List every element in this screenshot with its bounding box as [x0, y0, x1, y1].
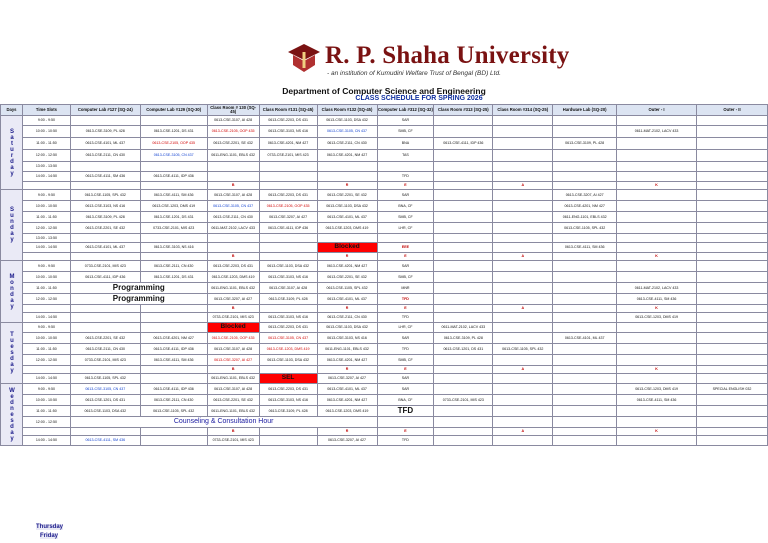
class-cell: 0613-CSE-2111, CN 430 — [140, 261, 207, 272]
time-slot: 12:00 - 12:50 — [22, 417, 70, 428]
time-slot: 10:00 - 10:50 — [22, 126, 70, 138]
table-row — [1, 126, 768, 138]
break-letter: E — [377, 428, 434, 436]
break-letter: B — [207, 428, 259, 436]
break-letter: R — [317, 182, 377, 190]
class-cell: 0613-CSE-3103, NS 416 — [259, 313, 317, 323]
class-cell: 0613-CSE-4101, ML 437 — [317, 212, 377, 223]
class-cell: 0613-CSE-2201, SE 432 — [207, 395, 259, 406]
break-letter: E — [377, 253, 434, 261]
class-cell: 0613-CSE-3107, AI 428 — [207, 116, 259, 126]
class-cell: 0613-CSE-2111, CN 430 — [140, 395, 207, 406]
eee-cell: EEE — [377, 243, 434, 253]
table-row — [1, 212, 768, 223]
break-letter: K — [617, 366, 697, 374]
time-slot: 10:00 - 10:50 — [22, 201, 70, 212]
class-cell: 0613-CSE-2111, CN 430 — [70, 344, 140, 355]
class-cell: BNA — [377, 138, 434, 150]
time-slot: 11:00 - 11:50 — [22, 344, 70, 355]
time-slot: 12:00 - 12:50 — [22, 150, 70, 162]
class-cell: 0613-CSE-3107, AI 428 — [259, 283, 317, 294]
time-slot: 10:00 - 10:50 — [22, 333, 70, 344]
class-cell: SAR — [377, 116, 434, 126]
class-cell: 0613-CSE-2201, SE 432 — [207, 138, 259, 150]
class-cell: LHR, CF — [377, 223, 434, 234]
class-cell: 0733-CSE-2101, MIS 423 — [140, 223, 207, 234]
class-cell: 0613-CSE-3207, AI 427 — [317, 436, 377, 446]
blocked-cell: Blocked — [317, 243, 377, 253]
col-room-132: Class Room #132 (SQ-45) — [317, 105, 377, 116]
table-row — [1, 436, 768, 446]
break-letter: A — [493, 428, 553, 436]
class-cell: 0613-CSE-1201, DS 431 — [434, 344, 493, 355]
class-cell: 0613-CSE-4201, NM 427 — [317, 355, 377, 366]
class-cell: 0611-ENG-1101, EBLS 432 — [207, 283, 259, 294]
class-cell: 0611-MAT-2102, LACV 433 — [207, 223, 259, 234]
class-cell: 0613-CSE-1201, DS 431 — [140, 212, 207, 223]
class-cell: SAR — [377, 384, 434, 395]
class-cell: 0613-CSE-4111, IDP 436 — [140, 384, 207, 395]
class-cell: SMB, CF — [377, 355, 434, 366]
time-slot: 9:00 - 9:50 — [22, 116, 70, 126]
table-row — [1, 355, 768, 366]
class-cell: 0613-CSE-4101, ML 437 — [70, 138, 140, 150]
sel-cell: SEL — [259, 374, 317, 384]
break-letter: R — [317, 428, 377, 436]
time-slot: 14:00 - 14:50 — [22, 436, 70, 446]
class-cell: 0733-CSE-2101, MIS 423 — [434, 395, 493, 406]
col-time: Time Slots — [22, 105, 70, 116]
col-room-313: Class Room #313 (SQ-25) — [434, 105, 493, 116]
class-cell: 0613-CSE-4111, IDP 436 — [140, 172, 207, 182]
col-outer-2: Outer - II — [697, 105, 768, 116]
table-row — [1, 294, 768, 305]
class-cell: 0611-MAT-2102, LACV 433 — [617, 126, 697, 138]
col-days: Days — [1, 105, 23, 116]
class-cell: 0613-CSE-4111, IDP 436 — [70, 272, 140, 283]
blocked-cell: Blocked — [207, 323, 259, 333]
class-cell: 0613-CSE-1201, DS 431 — [70, 395, 140, 406]
class-cell: 0613-CSE-4111, SM 436 — [70, 436, 140, 446]
time-slot: 9:00 - 9:50 — [22, 323, 70, 333]
class-cell: SMB, CF — [377, 126, 434, 138]
class-cell: 0613-CSE-2203, DS 431 — [259, 323, 317, 333]
table-row — [1, 116, 768, 126]
class-cell: 0613-CSE-1105, SPL 432 — [553, 223, 617, 234]
class-cell: 0613-CSE-2105, OOP 435 — [207, 333, 259, 344]
break-letter: K — [617, 428, 697, 436]
class-cell: SMB, CF — [377, 272, 434, 283]
break-letter: A — [493, 305, 553, 313]
department-name: Department of Computer Science and Engineering — [282, 86, 486, 96]
header-row — [1, 105, 768, 116]
class-cell: 0733-CSE-2101, MIS 423 — [70, 261, 140, 272]
class-cell: 0613-CSE-3207, AI 427 — [553, 190, 617, 201]
class-cell: 0613-CSE-1203, DMS 419 — [140, 201, 207, 212]
class-cell: 0613-CSE-3207, AI 427 — [317, 374, 377, 384]
time-slot: 12:00 - 12:50 — [22, 355, 70, 366]
class-cell: 0613-CSE-2105, OOP 435 — [140, 138, 207, 150]
break-letter: E — [377, 305, 434, 313]
class-cell: 0613-CSE-2203, DS 431 — [259, 190, 317, 201]
class-cell: 0613-CSE-3105, CN 437 — [259, 333, 317, 344]
col-lab-127: Computer Lab #127 (SQ-24) — [70, 105, 140, 116]
class-cell: 0613-CSE-4111, SM 436 — [617, 395, 697, 406]
class-cell: 0613-CSE-1103, DSA 432 — [317, 116, 377, 126]
break-letter: B — [207, 253, 259, 261]
table-row — [1, 234, 768, 243]
table-row — [1, 333, 768, 344]
break-letter: R — [317, 305, 377, 313]
class-cell: 0613-CSE-3107, AI 428 — [207, 190, 259, 201]
class-cell: 0613-CSE-2203, DS 431 — [207, 261, 259, 272]
col-room-130: Class Room # 130 (SQ-45) — [207, 105, 259, 116]
break-letter: B — [207, 366, 259, 374]
class-cell: 0613-CSE-2111, CN 430 — [317, 138, 377, 150]
class-cell: 0613-CSE-4111, SM 436 — [553, 243, 617, 253]
table-row — [1, 323, 768, 333]
class-cell: 0613-CSE-4201, NM 427 — [259, 138, 317, 150]
class-cell: 0611-ENG-1101, EBLS 432 — [207, 150, 259, 162]
class-cell: 0613-CSE-3103, NS 416 — [259, 126, 317, 138]
class-cell: 0611-MAT-2102, LACV 433 — [434, 323, 493, 333]
class-cell: SAR — [377, 261, 434, 272]
class-cell: 0613-CSE-3107, AI 428 — [207, 344, 259, 355]
table-row — [1, 272, 768, 283]
break-letter: A — [493, 253, 553, 261]
break-row — [1, 305, 768, 313]
class-cell: 0613-CSE-3103, NS 416 — [140, 243, 207, 253]
class-cell: 0613-CSE-1105, SPL 432 — [140, 406, 207, 417]
table-row — [1, 344, 768, 355]
class-cell: 0613-CSE-1103, DSA 432 — [317, 201, 377, 212]
class-cell: BNA, CF — [377, 395, 434, 406]
class-cell: 0613-CSE-4111, IDP 436 — [140, 344, 207, 355]
class-cell: 0613-CSE-3109, PL 428 — [553, 138, 617, 150]
table-row — [1, 261, 768, 272]
class-cell: 0613-CSE-1203, DMS 419 — [317, 406, 377, 417]
class-cell: TFD — [377, 172, 434, 182]
class-cell: 0613-CSE-1103, DSA 432 — [259, 355, 317, 366]
class-cell: 0613-CSE-4201, NM 427 — [317, 150, 377, 162]
day-friday: Friday — [40, 533, 59, 539]
break-letter: B — [207, 182, 259, 190]
class-cell: 0613-CSE-4201, NM 427 — [140, 333, 207, 344]
class-cell: 0613-CSE-1103, DSA 432 — [259, 261, 317, 272]
break-letter: K — [617, 182, 697, 190]
tfd-cell: TFD — [377, 294, 434, 305]
class-cell: 0613-CSE-3103, NS 416 — [317, 333, 377, 344]
col-room-314: Class Room #314 (SQ-25) — [493, 105, 553, 116]
university-name: R. P. Shaha University — [325, 42, 570, 69]
class-cell: 0613-CSE-3207, AI 427 — [259, 212, 317, 223]
break-letter: B — [207, 305, 259, 313]
class-cell: 0613-CSE-1103, DSA 432 — [317, 323, 377, 333]
class-cell: 0613-CSE-3107, AI 428 — [207, 384, 259, 395]
break-letter: K — [617, 305, 697, 313]
time-slot: 11:00 - 11:50 — [22, 138, 70, 150]
class-cell: BNA, CF — [377, 201, 434, 212]
class-cell: 0613-CSE-3109, PL 428 — [259, 294, 317, 305]
table-row — [1, 150, 768, 162]
class-cell: 0611-ENG-1101, EBLS 432 — [317, 344, 377, 355]
class-cell: 0613-CSE-4201, NM 427 — [317, 261, 377, 272]
time-slot: 11:00 - 11:50 — [22, 406, 70, 417]
class-cell: 0613-CSE-3109, PL 428 — [259, 406, 317, 417]
class-cell: 0613-CSE-1105, SPL 432 — [70, 374, 140, 384]
class-cell: 0613-CSE-1105, SPL 432 — [70, 190, 140, 201]
time-slot: 14:00 - 14:50 — [22, 313, 70, 323]
class-cell: SAR — [377, 333, 434, 344]
day-wednesday: Wednesday — [1, 384, 23, 446]
class-cell: 0613-CSE-2203, DS 431 — [259, 116, 317, 126]
class-cell: 0613-CSE-4101, ML 437 — [70, 243, 140, 253]
break-row — [1, 182, 768, 190]
class-cell: TFD — [377, 344, 434, 355]
class-cell: 0613-CSE-4111, IDP 436 — [259, 223, 317, 234]
table-row — [1, 190, 768, 201]
class-cell: 0613-CSE-2105, OOP 435 — [207, 126, 259, 138]
class-cell: 0613-CSE-1203, DMS 419 — [617, 384, 697, 395]
class-cell: 0613-CSE-1203, DMS 419 — [617, 313, 697, 323]
time-slot: 12:00 - 12:50 — [22, 294, 70, 305]
col-hardware-lab: Hardware Lab (SQ-20) — [553, 105, 617, 116]
class-cell: TAS — [377, 150, 434, 162]
class-cell: 0613-CSE-4101, ML 437 — [553, 333, 617, 344]
class-cell: 0611-MAT-2102, LACV 433 — [617, 283, 697, 294]
class-cell: 0613-CSE-2111, CN 430 — [207, 212, 259, 223]
class-cell: 0613-CSE-1203, DMS 419 — [207, 272, 259, 283]
class-cell: 0613-CSE-4201, NM 427 — [553, 201, 617, 212]
table-row — [1, 374, 768, 384]
class-cell: 0613-CSE-3103, NS 416 — [70, 201, 140, 212]
break-letter: K — [617, 253, 697, 261]
time-slot: 14:00 - 14:50 — [22, 374, 70, 384]
university-tagline: - an institution of Kumudini Welfare Trust of Bengal (BD) Ltd. — [327, 70, 501, 77]
time-slot: 9:00 - 9:50 — [22, 190, 70, 201]
class-cell: 0613-CSE-4111, SM 436 — [140, 355, 207, 366]
time-slot: 14:00 - 14:50 — [22, 172, 70, 182]
class-cell: LHR, CF — [377, 323, 434, 333]
day-monday: Monday — [1, 261, 23, 323]
break-letter: R — [317, 366, 377, 374]
time-slot: 12:00 - 12:50 — [22, 223, 70, 234]
class-cell: 0613-CSE-1201, DS 431 — [140, 126, 207, 138]
class-cell: MNR — [377, 283, 434, 294]
table-row — [1, 384, 768, 395]
class-cell: 0613-CSE-3103, NS 416 — [259, 272, 317, 283]
break-letter: A — [493, 366, 553, 374]
class-cell: 0611-ENG-1101, EBLS 432 — [207, 374, 259, 384]
class-cell: SAR — [377, 374, 434, 384]
class-cell: 0613-CSE-1203, DMS 419 — [317, 223, 377, 234]
table-row — [1, 162, 768, 172]
class-cell: TFD — [377, 436, 434, 446]
class-cell: 0613-CSE-4111, IDP 436 — [434, 138, 493, 150]
class-cell: 0613-CSE-3105, CN 437 — [207, 201, 259, 212]
table-row — [1, 223, 768, 234]
tfd-cell: TFD — [377, 406, 434, 417]
class-cell: 0613-CSE-3109, PL 428 — [70, 126, 140, 138]
table-row — [1, 138, 768, 150]
day-saturday: Saturday — [1, 116, 23, 190]
time-slot: 13:00 - 13:50 — [22, 234, 70, 243]
col-outer-1: Outer - I — [617, 105, 697, 116]
time-slot: 9:00 - 9:50 — [22, 261, 70, 272]
class-cell: 0613-CSE-4111, SM 436 — [617, 294, 697, 305]
break-letter: R — [317, 253, 377, 261]
class-cell: 0613-CSE-4101, ML 437 — [317, 384, 377, 395]
class-cell: 0613-CSE-2111, CN 430 — [317, 313, 377, 323]
time-slot: 11:00 - 11:50 — [22, 212, 70, 223]
table-row — [1, 406, 768, 417]
table-row — [1, 313, 768, 323]
class-cell: TFD — [377, 313, 434, 323]
programming-cell: Programming — [70, 283, 207, 294]
break-letter: A — [493, 182, 553, 190]
class-cell: 0613-CSE-1105, SPL 432 — [317, 283, 377, 294]
table-row — [1, 417, 768, 428]
class-cell: 0613-CSE-3105, CN 437 — [140, 150, 207, 162]
counseling-hour-cell: Counseling & Consultation Hour — [70, 417, 377, 428]
class-cell: 0613-CSE-3105, CN 437 — [70, 384, 140, 395]
time-slot: 14:00 - 14:50 — [22, 243, 70, 253]
break-letter: E — [377, 182, 434, 190]
class-cell: 0733-CSE-2101, MIS 423 — [70, 355, 140, 366]
time-slot: 10:00 - 10:50 — [22, 395, 70, 406]
class-cell: 0613-CSE-2111, CN 430 — [70, 150, 140, 162]
time-slot: 10:00 - 10:50 — [22, 272, 70, 283]
class-cell: 0613-CSE-2201, SE 432 — [70, 223, 140, 234]
programming-cell: Programming — [70, 294, 207, 305]
class-cell: 0613-CSE-3109, PL 428 — [70, 212, 140, 223]
class-cell: 0613-CSE-3105, CN 437 — [317, 126, 377, 138]
time-slot: 9:00 - 9:50 — [22, 384, 70, 395]
table-row — [1, 395, 768, 406]
class-cell: SMB, CF — [377, 212, 434, 223]
break-row — [1, 253, 768, 261]
class-cell: 0613-CSE-4111, SM 436 — [140, 190, 207, 201]
schedule-table — [0, 104, 768, 446]
time-slot: 13:00 - 13:50 — [22, 162, 70, 172]
col-room-131: Class Room #131 (SQ-45) — [259, 105, 317, 116]
col-lab-129: Computer Lab #129 (SQ-30) — [140, 105, 207, 116]
class-cell: 0613-CSE-4201, NM 427 — [317, 395, 377, 406]
class-cell: 0613-CSE-3109, PL 428 — [434, 333, 493, 344]
table-row — [1, 283, 768, 294]
table-row — [1, 172, 768, 182]
class-cell: SAR — [377, 190, 434, 201]
time-slot: 11:00 - 11:50 — [22, 283, 70, 294]
table-row — [1, 201, 768, 212]
class-cell: 0613-CSE-1203, DMS 419 — [259, 344, 317, 355]
class-cell: 0611-ENG-1101, EBLS 432 — [553, 212, 617, 223]
break-row — [1, 428, 768, 436]
class-cell: 0613-CSE-3103, NS 416 — [259, 395, 317, 406]
class-cell: 0611-ENG-1101, EBLS 432 — [207, 406, 259, 417]
class-cell: 0613-CSE-4101, ML 437 — [317, 294, 377, 305]
university-logo-icon — [287, 43, 321, 73]
day-thursday: Thursday — [36, 524, 64, 530]
class-cell: SPECIAL ENGLISH 032 — [697, 384, 768, 395]
class-cell: 0613-CSE-1201, DS 431 — [140, 272, 207, 283]
class-cell: 0613-CSE-2201, SE 432 — [317, 272, 377, 283]
break-letter: E — [377, 366, 434, 374]
day-sunday: Sunday — [1, 190, 23, 261]
class-cell: 0733-CSE-2101, MIS 423 — [259, 150, 317, 162]
class-cell: 0613-CSE-1105, SPL 432 — [493, 344, 553, 355]
day-tuesday: Tuesday — [1, 323, 23, 384]
table-row — [1, 243, 768, 253]
col-lab-312: Computer Lab #312 (SQ-32) — [377, 105, 434, 116]
break-row — [1, 366, 768, 374]
class-cell: 0613-CSE-3207, AI 427 — [207, 294, 259, 305]
class-cell: 0613-CSE-4111, SM 436 — [70, 172, 140, 182]
class-cell: 0613-CSE-1103, DSA 432 — [70, 406, 140, 417]
class-cell: 0613-CSE-2201, SE 432 — [317, 190, 377, 201]
class-cell: 0613-CSE-2201, SE 432 — [70, 333, 140, 344]
class-cell: 0613-CSE-3207, AI 427 — [207, 355, 259, 366]
header — [0, 0, 768, 86]
class-cell: 0613-CSE-2105, OOP 435 — [259, 201, 317, 212]
class-cell: 0733-CSE-2101, MIS 423 — [207, 313, 259, 323]
schedule-title: CLASS SCHEDULE FOR SPRING 2026 — [355, 95, 483, 102]
class-cell: 0733-CSE-2101, MIS 423 — [207, 436, 259, 446]
class-cell: 0613-CSE-2203, DS 431 — [259, 384, 317, 395]
